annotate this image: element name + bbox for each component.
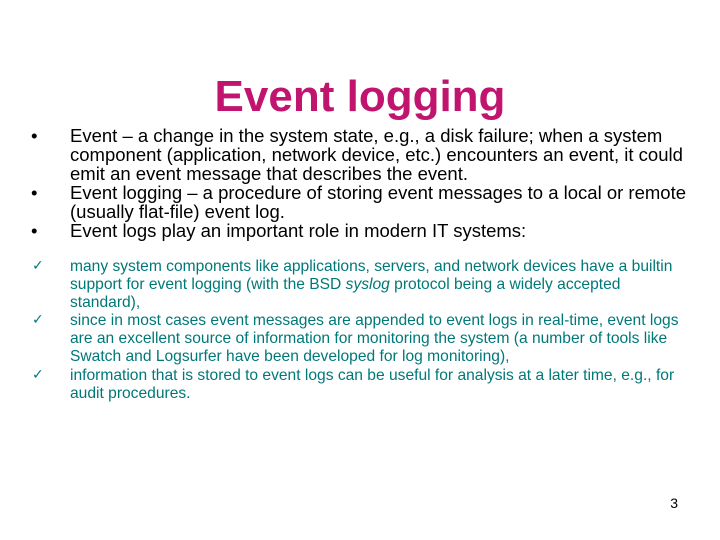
bullet-text: Event logging – a procedure of storing event messages to a local or remote (usually flat-file) event log. xyxy=(70,182,686,222)
bullet-text: Event logs play an important role in modern IT systems: xyxy=(70,220,527,241)
bullet-marker: • xyxy=(31,182,38,203)
sub-bullet-item xyxy=(30,258,680,311)
bullet-marker: • xyxy=(31,125,38,146)
bullet-marker: • xyxy=(31,220,38,241)
sub-bullet-text: since in most cases event messages are appended to event logs in real-time, event logs are an excellent source of information for monitoring the system (a number of tools like Swatch and Logsurfer have been developed for log monitoring), xyxy=(70,312,679,365)
sub-bullet-item xyxy=(30,367,680,403)
checkmark-icon: ✓ xyxy=(32,312,44,329)
bullet-item xyxy=(30,221,690,240)
bullet-item xyxy=(30,126,690,183)
sub-bullet-text: information that is stored to event logs can be useful for analysis at a later time, e.g., for audit procedures. xyxy=(70,366,675,402)
main-bullet-list xyxy=(30,126,690,240)
bullet-text: Event – a change in the system state, e.g., a disk failure; when a system component (application, network device, etc.) encounters an event, it could emit an event message that describes the event. xyxy=(70,125,683,184)
page-number: 3 xyxy=(670,495,678,511)
bullet-item xyxy=(30,183,690,221)
slide-title: Event logging xyxy=(214,72,506,122)
checkmark-icon: ✓ xyxy=(32,366,44,383)
sub-bullet-text-after: protocol being a widely accepted standard), xyxy=(70,275,621,311)
sub-bullet-list xyxy=(30,258,680,403)
sub-bullet-text-before: many system components like applications, servers, and network devices have a builtin support for event logging (with the BSD xyxy=(70,258,673,293)
sub-bullet-item xyxy=(30,312,680,365)
sub-bullet-emphasis: syslog xyxy=(345,275,390,293)
checkmark-icon: ✓ xyxy=(32,258,44,274)
